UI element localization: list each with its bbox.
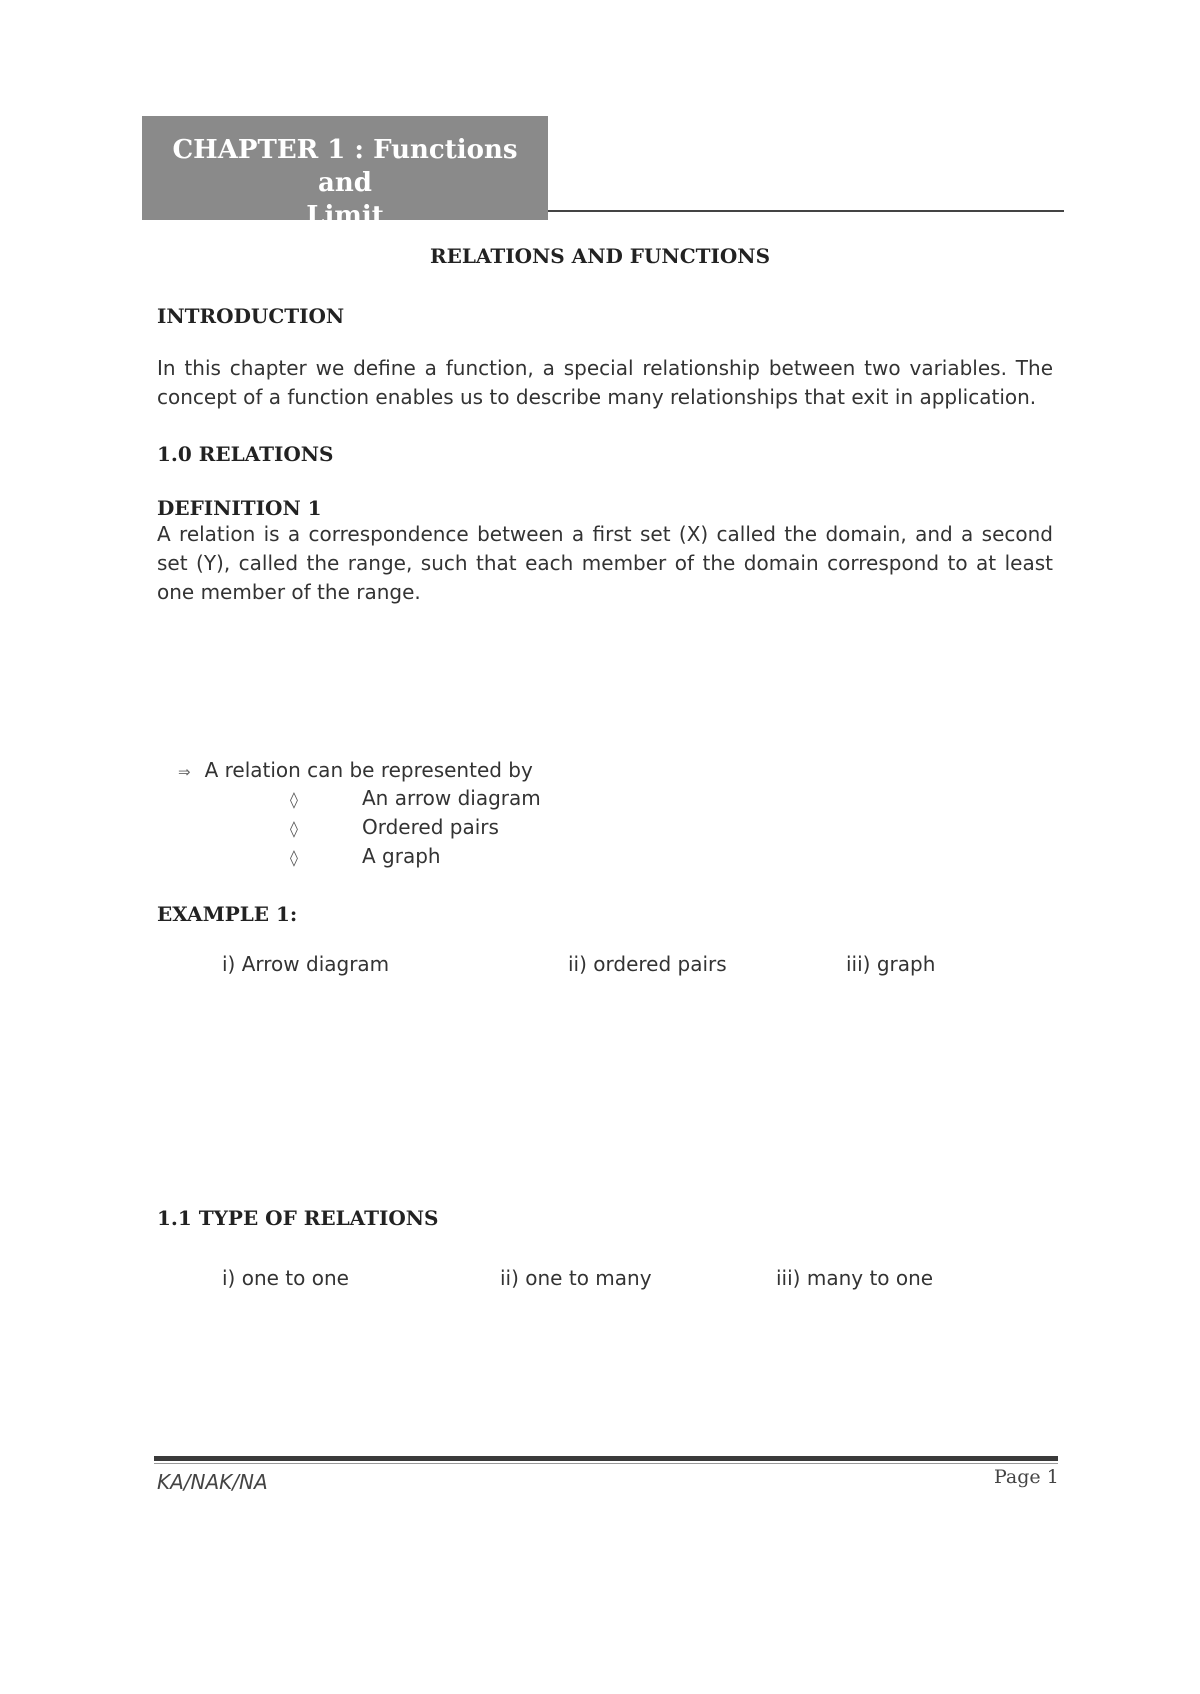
footer-author: KA/NAK/NA (157, 1470, 268, 1494)
representation-intro-text: A relation can be represented by (204, 758, 533, 782)
definition-heading: DEFINITION 1 (157, 496, 322, 520)
page-number: Page 1 (994, 1466, 1059, 1488)
list-item-label: A graph (362, 844, 441, 868)
relations-heading: 1.0 RELATIONS (157, 442, 334, 466)
example-item-arrow-diagram: i) Arrow diagram (222, 952, 390, 976)
example-item-graph: iii) graph (846, 952, 936, 976)
types-heading: 1.1 TYPE OF RELATIONS (157, 1206, 439, 1230)
example-heading: EXAMPLE 1: (157, 902, 298, 926)
footer-rule (154, 1456, 1058, 1461)
chapter-divider (548, 210, 1064, 212)
list-item (290, 786, 541, 810)
definition-text: A relation is a correspondence between a first set (X) called the domain, and a second set (Y), called the range, such that each member of the domain correspond to at least one member of the range. (157, 522, 1053, 604)
footer-rule-thin (154, 1463, 1058, 1464)
example-item-ordered-pairs: ii) ordered pairs (568, 952, 727, 976)
type-item-one-to-one: i) one to one (222, 1266, 349, 1290)
list-item (290, 844, 441, 868)
representation-intro (178, 758, 533, 782)
type-item-one-to-many: ii) one to many (500, 1266, 652, 1290)
introduction-text: In this chapter we define a function, a special relationship between two variables. The concept of a function enables us to describe many relationships that exit in application. (157, 356, 1053, 409)
list-item-label: An arrow diagram (362, 786, 541, 810)
section-title: RELATIONS AND FUNCTIONS (429, 244, 771, 268)
diamond-bullet-icon: ◊ (290, 790, 298, 809)
type-item-many-to-one: iii) many to one (776, 1266, 934, 1290)
implies-arrow-icon: ⇒ (178, 763, 191, 781)
introduction-heading: INTRODUCTION (157, 304, 345, 328)
list-item-label: Ordered pairs (362, 815, 499, 839)
diamond-bullet-icon: ◊ (290, 819, 298, 838)
chapter-title-box (142, 116, 548, 231)
list-item (290, 815, 499, 839)
diamond-bullet-icon: ◊ (290, 848, 298, 867)
chapter-title-line2: Limit (306, 201, 384, 231)
chapter-title-line1: CHAPTER 1 : Functions and (172, 135, 518, 198)
